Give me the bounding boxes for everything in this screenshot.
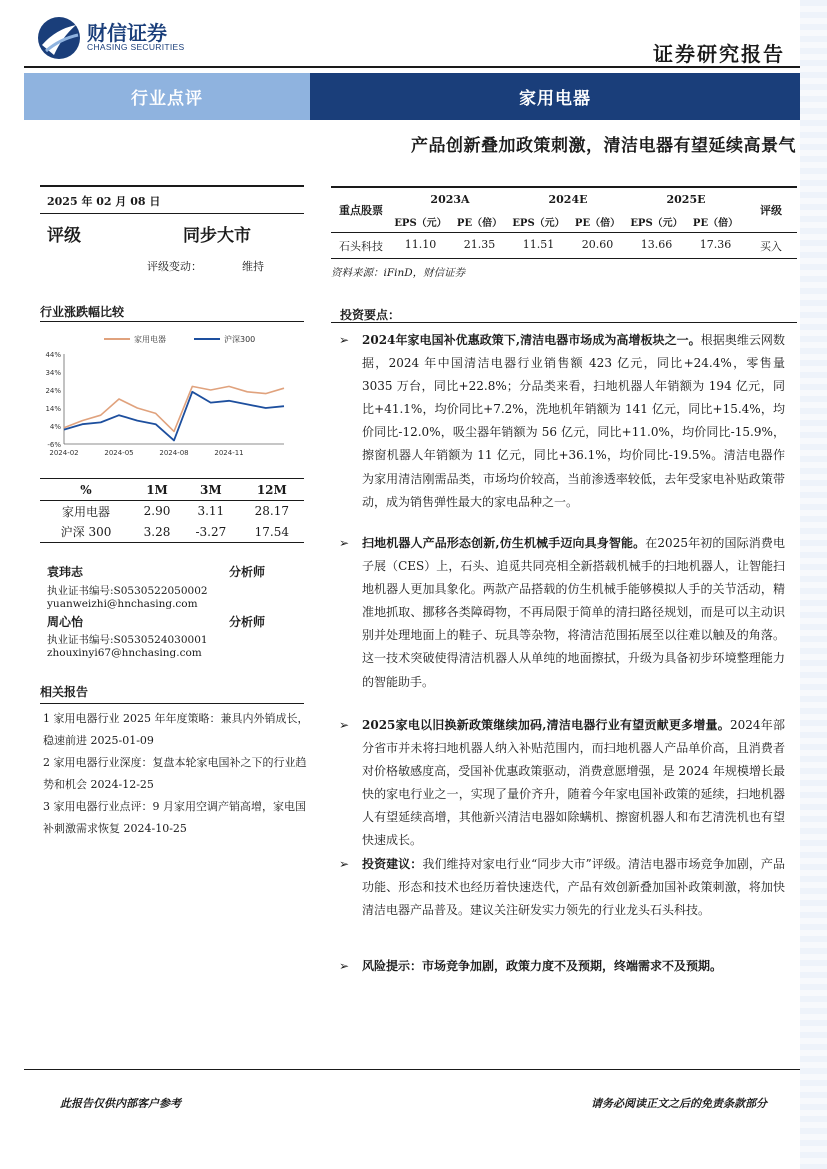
comparison-title: 行业涨跌幅比较 — [40, 305, 125, 319]
stock-value: 13.66 — [640, 238, 673, 251]
arrow-bullet-icon: ➢ — [339, 536, 350, 550]
analyst-role: 分析师 — [229, 565, 266, 579]
analyst-license: 执业证书编号:S0530522050002 — [47, 585, 208, 597]
year-header: 2023A — [430, 193, 470, 206]
y-tick-label: 34% — [45, 369, 61, 377]
decorative-side-strip — [800, 0, 827, 1169]
stock-value: 17.36 — [699, 238, 732, 251]
analyst-name: 周心怡 — [47, 615, 84, 629]
analyst-email[interactable]: zhouxinyi67@hnchasing.com — [47, 647, 202, 659]
table-row — [40, 522, 304, 543]
point-body: 2024年部分省市并未将扫地机器人纳入补贴范围内，而扫地机器人产品单价高，且消费者对价格敏感度高，受国补优惠政策驱动，消费意愿增强，是 2024 年规模增长最快的家电行业之一，实现了量价齐升，随着今年家电国补政策的延续，扫地机器人有望延续高增，其他新兴清洁电器如除螨机、擦窗机器人和布艺清洗机也有望快速成长。 — [362, 718, 785, 848]
brand-english-name: CHASING SECURITIES — [87, 42, 185, 52]
sub-header: PE（倍） — [456, 218, 503, 229]
arrow-bullet-icon: ➢ — [339, 718, 350, 732]
rating-label: 评级 — [47, 226, 81, 246]
point-body: 我们维持对家电行业“同步大市”评级。清洁电器市场竞争加剧，产品功能、形态和技术也经历着快速迭代，产品有效创新叠加国补政策刺激，将加快清洁电器产品普及。建议关注研发实力领先的行业龙头石头科技。 — [362, 857, 785, 918]
divider — [40, 185, 304, 187]
stock-rating: 买入 — [760, 240, 782, 253]
sub-header: EPS（元） — [630, 218, 683, 229]
analyst-email[interactable]: yuanweizhi@hnchasing.com — [47, 598, 198, 610]
table-cell: 3.28 — [143, 524, 171, 539]
header-cell: 12M — [256, 482, 287, 497]
point-item — [339, 532, 785, 694]
table-cell: 2.90 — [143, 504, 171, 519]
point-item — [339, 714, 785, 853]
y-tick-label: 4% — [49, 423, 61, 431]
legend-label-csi300: 沪深300 — [224, 335, 256, 344]
point-body: 根据奥维云网数据，2024 年中国清洁电器行业销售额 423 亿元，同比+24.4%，零售量 3035 万台，同比+22.8%；分品类来看，扫地机器人年销额为 194 亿元，同比+41.1%，均价同比+7.2%，洗地机年销额为 141 亿元，同比+15.4%，均价同比-12.0%，吸尘器年销额为 56 亿元，同比+11.0%，均价同比-15.9%，擦窗机器人年销额为 11 亿元，同比+36.1%，均价同比-19.5%。清洁电器作为家用清洁刚需品类，市场均价较高，当前渗透率较低，去年受家电补贴政策带动，成为销售弹性最大的家电品种之一。 — [362, 333, 785, 509]
rating-value: 同步大市 — [183, 226, 251, 246]
report-category-band: 行业点评 — [24, 73, 310, 120]
data-source: 资料来源：iFinD，财信证券 — [331, 267, 466, 279]
rating-change-value: 维持 — [242, 260, 264, 273]
table-cell: 沪深 300 — [60, 525, 112, 540]
related-report-item[interactable]: 3 家用电器行业点评：9 月家用空调产销高增，家电国补刺激需求恢复 2024-10-25 — [43, 800, 306, 835]
header-cell: 3M — [200, 482, 222, 497]
industry-band: 家用电器 — [310, 73, 800, 120]
x-tick-label: 2024-05 — [104, 449, 134, 457]
footer-rule — [24, 1069, 800, 1070]
footer-left-note: 此报告仅供内部客户参考 — [60, 1097, 181, 1110]
report-headline: 产品创新叠加政策刺激，清洁电器有望延续高景气 — [411, 136, 796, 156]
divider — [331, 232, 797, 233]
stock-value: 11.10 — [404, 238, 437, 251]
point-item — [339, 853, 785, 922]
divider — [331, 258, 797, 259]
x-tick-label: 2024-02 — [49, 449, 79, 457]
header-rule — [24, 66, 800, 68]
sub-header: PE（倍） — [574, 218, 621, 229]
point-heading: 2024年家电国补优惠政策下,清洁电器市场成为高增板块之一。 — [362, 333, 701, 347]
arrow-bullet-icon: ➢ — [339, 959, 350, 973]
point-body: 在2025年初的国际消费电子展（CES）上，石头、追觅共同亮相全新搭载机械手的扫地机器人，让智能扫地机器人更加具象化。两款产品搭载的仿生机械手能够模拟人手的关节活动，精准地抓取、挪移各类障碍物，不再局限于简单的清扫路径规划，而是可以主动识别并处理地面上的鞋子、玩具等杂物，将清洁范围拓展至以往难以触及的角落。这一技术突破使得清洁机器人从单纯的地面擦拭，升级为具备初步环境整理能力的智能助手。 — [362, 536, 786, 689]
divider — [331, 186, 797, 188]
year-header: 2025E — [666, 193, 706, 206]
y-tick-label: 44% — [45, 351, 61, 359]
table-cell: 28.17 — [254, 504, 289, 519]
analyst-role: 分析师 — [229, 615, 266, 629]
analyst-name: 袁玮志 — [47, 565, 84, 579]
point-heading: 投资建议： — [362, 857, 423, 871]
table-cell: 3.11 — [197, 504, 225, 519]
divider — [331, 322, 797, 323]
point-heading: 风险提示：市场竞争加剧，政策力度不及预期，终端需求不及预期。 — [362, 959, 723, 973]
divider — [40, 213, 304, 214]
performance-chart — [38, 326, 288, 466]
footer-right-note: 请务必阅读正文之后的免责条款部分 — [591, 1097, 767, 1110]
stock-name: 石头科技 — [339, 240, 383, 253]
arrow-bullet-icon: ➢ — [339, 857, 350, 871]
x-tick-label: 2024-08 — [159, 449, 189, 457]
table-row — [40, 501, 304, 522]
stock-value: 11.51 — [522, 238, 555, 251]
header-cell: % — [80, 482, 92, 497]
y-tick-label: 14% — [45, 405, 61, 413]
legend-label-home-appliance: 家用电器 — [134, 335, 166, 344]
stock-col-header: 重点股票 — [339, 204, 383, 217]
series-line-home-appliance — [64, 386, 284, 431]
stock-value: 20.60 — [581, 238, 614, 251]
stock-value: 21.35 — [463, 238, 496, 251]
sub-header: PE（倍） — [692, 218, 739, 229]
brand-name: 财信证券 — [87, 21, 167, 45]
sub-header: EPS（元） — [394, 218, 447, 229]
header-cell: 1M — [146, 482, 168, 497]
year-header: 2024E — [548, 193, 588, 206]
table-header-row — [40, 479, 304, 501]
table-cell: 家用电器 — [61, 504, 110, 519]
arrow-bullet-icon: ➢ — [339, 333, 350, 347]
performance-table — [40, 478, 304, 543]
divider — [40, 321, 304, 322]
point-item — [339, 955, 785, 978]
point-heading: 扫地机器人产品形态创新,仿生机械手迈向具身智能。 — [362, 536, 646, 550]
related-reports-title: 相关报告 — [40, 685, 89, 699]
brand-logo — [36, 15, 196, 60]
y-tick-label: 24% — [45, 387, 61, 395]
table-cell: -3.27 — [195, 524, 227, 539]
point-item — [339, 329, 785, 514]
sub-header: EPS（元） — [512, 218, 565, 229]
point-heading: 2025家电以旧换新政策继续加码,清洁电器行业有望贡献更多增量。 — [362, 718, 730, 732]
brand-logo-mark — [36, 15, 82, 61]
related-report-item[interactable]: 2 家用电器行业深度：复盘本轮家电国补之下的行业趋势和机会 2024-12-25 — [43, 756, 307, 791]
related-report-item[interactable]: 1 家用电器行业 2025 年年度策略：兼具内外销成长，稳速前进 2025-01-09 — [43, 712, 309, 747]
report-date: 2025 年 02 月 08 日 — [47, 195, 161, 208]
document-type: 证券研究报告 — [653, 42, 785, 66]
analyst-license: 执业证书编号:S0530524030001 — [47, 634, 208, 646]
investment-points-title: 投资要点： — [340, 308, 401, 322]
x-tick-label: 2024-11 — [214, 449, 244, 457]
table-cell: 17.54 — [254, 524, 289, 539]
y-tick-label: -6% — [47, 441, 61, 449]
rating-col-header: 评级 — [760, 204, 782, 217]
rating-change-label: 评级变动： — [147, 260, 202, 273]
divider — [40, 703, 304, 704]
